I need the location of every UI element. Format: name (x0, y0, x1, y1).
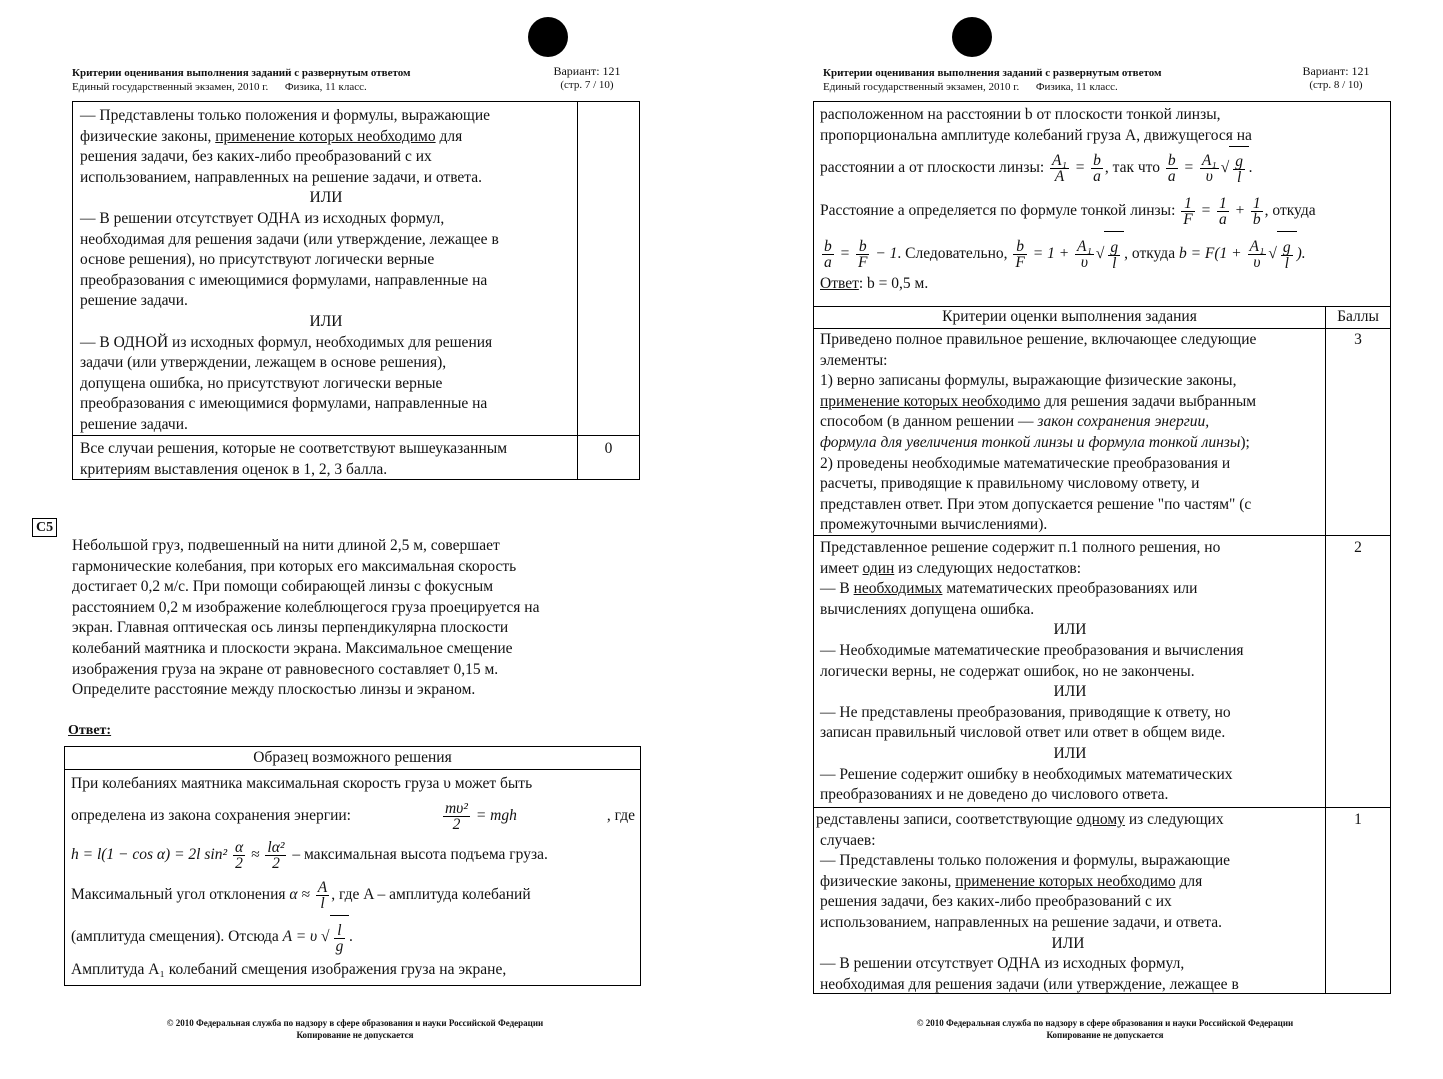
solution-title-divider (65, 769, 640, 770)
criteria-cell-one-point (80, 106, 572, 436)
text-span: способом (в данном решении — (820, 413, 1038, 431)
text-line: — Необходимые математические преобразования и вычисления (820, 641, 1244, 659)
solution-criteria-table (813, 101, 1391, 994)
text-line: достигает 0,2 м/с. При помощи собирающей линзы с фокусным (72, 578, 494, 596)
text-line: Приведено полное правильное решение, включающее следующие (820, 331, 1257, 348)
footer-copyright: © 2010 Федеральная служба по надзору в сфере образования и науки Российской Федерации (916, 1018, 1294, 1028)
or-separator: ИЛИ (1053, 744, 1087, 762)
text-line: необходимая для решения задачи (или утверждение, лежащее в (80, 230, 499, 248)
text-span: . Следовательно, (897, 245, 1008, 263)
or-separator: ИЛИ (1053, 621, 1087, 639)
text-line: основе решения), но присутствуют логически верные (80, 251, 435, 269)
text-span: , откуда (1264, 202, 1316, 220)
solution-box (64, 746, 641, 986)
text-line: пропорциональна амплитуде колебаний груза A, движущегося на (820, 126, 1252, 144)
text-line: записан правильный числовой ответ или ответ в общем виде. (820, 724, 1226, 742)
criteria-cell-zero-points (80, 439, 572, 480)
or-separator: ИЛИ (1051, 934, 1085, 952)
page-footer (70, 1017, 640, 1041)
footer-copyright: © 2010 Федеральная служба по надзору в сфере образования и науки Российской Федерации (166, 1018, 544, 1028)
header-subject: Физика, 11 класс. (284, 81, 367, 93)
text-span: физические законы, (80, 127, 216, 145)
text-line: расчеты, приводящие к правильному числовому ответу, и (820, 475, 1200, 493)
footer-notice: Копирование не допускается (296, 1030, 414, 1040)
punch-hole-icon (528, 17, 568, 57)
underlined-text: одному (1076, 811, 1125, 828)
text-line: — Решение содержит ошибку в необходимых математических (820, 765, 1233, 783)
task-statement (72, 536, 632, 701)
right-page (720, 0, 1443, 1079)
height-formula: h = l(1 − cos α) = 2l sin² $\frac{\alpha}{2}$ ≈ $\frac{\text{lα²}}{2}$ (71, 838, 285, 872)
text-line: критериям выставления оценок в 1, 2, 3 балла. (80, 460, 388, 478)
criteria-row-1-point (816, 810, 1320, 995)
punch-hole-icon (952, 17, 992, 57)
derived-formula-2: $\frac{b}{F}$ = 1 + $\frac{\text{A₁}}{\upsilon}$ √ $\frac{g}{l}$ (1011, 245, 1124, 262)
text-line: — В ОДНОЙ из исходных формул, необходимых для решения (80, 333, 493, 351)
criteria-table-continued (72, 101, 640, 480)
underlined-text: применение которых необходимо (955, 872, 1176, 890)
text-span: Максимальный угол отклонения (71, 886, 286, 903)
text-line: преобразования с имеющимися формулами, направленные на (80, 395, 488, 413)
header-page-number: (стр. 8 / 10) (1309, 79, 1363, 91)
text-line: — В решении отсутствует ОДНА из исходных формул, (80, 209, 445, 227)
underlined-text: применение которых необходимо (215, 127, 436, 145)
text-line: расстоянием 0,2 м изображение колеблющегося груза проецируется на (72, 598, 540, 616)
text-line: экран. Главная оптическая ось линзы перпендикулярна плоскости (72, 619, 509, 637)
text-span: для (1175, 872, 1203, 890)
text-span: – максимальная высота подъема груза. (288, 846, 548, 863)
result-formula: b = F(1 + $\frac{\text{A₁}}{\upsilon}$ √ $\frac{g}{l}$ ). (1179, 245, 1306, 262)
text-span: (амплитуда смещения). Отсюда (71, 928, 279, 946)
header-title: Критерии оценивания выполнения заданий с развернутым ответом (823, 67, 1162, 79)
text-line: использованием, направленных на решение задачи, и ответа. (820, 913, 1223, 931)
header-subtitle: Единый государственный экзамен, 2010 г. (823, 81, 1020, 93)
text-line: расположенном на расстоянии b от плоскости тонкой линзы, (820, 106, 1221, 123)
text-span: редставлены записи, соответствующие (816, 811, 1077, 828)
text-line: 1) верно записаны формулы, выражающие физические законы, (820, 372, 1237, 390)
underlined-text: один (862, 559, 895, 577)
criteria-row-2-points (820, 538, 1320, 806)
text-span: ); (1240, 433, 1250, 451)
underlined-text: необходимых (853, 580, 943, 598)
text-span: , откуда (1124, 245, 1176, 263)
text-span: для решения задачи выбранным (1040, 392, 1257, 410)
text-line: Небольшой груз, подвешенный на нити длиной 2,5 м, совершает (72, 537, 500, 554)
text-line: — Не представлены преобразования, приводящие к ответу, но (820, 703, 1231, 721)
text-span: физические законы, (820, 872, 956, 890)
text-line: решение задачи. (80, 292, 188, 310)
header-subject: Физика, 11 класс. (1035, 81, 1118, 93)
header-subtitle: Единый государственный экзамен, 2010 г. (72, 81, 269, 93)
table-column-divider (577, 102, 578, 479)
text-line: решения задачи, без каких-либо преобразований с их (820, 893, 1172, 911)
text-line: — Представлены только положения и формулы, выражающие (820, 852, 1231, 870)
text-line: решения задачи, без каких-либо преобразований с их (80, 148, 432, 166)
text-span: — В (820, 580, 854, 598)
header-variant: Вариант: 121 (553, 64, 621, 78)
text-line: колебаний маятника и плоскости экрана. Максимальное смещение (72, 639, 513, 657)
solution-continued (820, 105, 1384, 295)
header-title: Критерии оценивания выполнения заданий с развернутым ответом (72, 67, 411, 79)
text-span: Расстояние a определяется по формуле тонкой линзы: (820, 202, 1176, 220)
italic-text: формула для увеличения тонкой линзы и формула тонкой линзы (820, 433, 1241, 451)
text-line: Определите расстояние между плоскостью линзы и экраном. (72, 681, 476, 699)
text-span: из следующих недостатков: (894, 559, 1082, 577)
text-line: Амплитуда A₁ колебаний смещения изображения груза на экране, (71, 961, 507, 978)
text-line: случаев: (820, 831, 876, 849)
magnification-formula: $\frac{\text{A₁}}{A}$ = $\frac{b}{a}$ (1052, 152, 1101, 186)
derived-formula: $\frac{b}{a}$ = $\frac{b}{F}$ − 1 (824, 238, 898, 272)
score-two: 2 (1354, 539, 1362, 556)
text-line: Представленное решение содержит п.1 полного решения, но (820, 539, 1221, 556)
page-header (72, 66, 642, 94)
text-line: решение задачи. (80, 415, 188, 433)
criteria-row-3-points (820, 330, 1320, 536)
thin-lens-formula: $\frac{1}{F}$ = $\frac{1}{a}$ + $\frac{1}{b}$ (1183, 195, 1261, 229)
text-span: расстоянии a от плоскости линзы: (820, 159, 1045, 177)
left-page (0, 0, 720, 1079)
answer-label: Ответ: (68, 723, 112, 738)
header-variant: Вариант: 121 (1302, 64, 1370, 78)
page-header (823, 66, 1393, 94)
page-footer (820, 1017, 1390, 1041)
text-line: необходимая для решения задачи (или утверждение, лежащее в (820, 975, 1239, 993)
header-page-number: (стр. 7 / 10) (560, 79, 614, 91)
amplitude-formula: A = υ √ $\frac{l}{g}$ . (283, 928, 354, 945)
table-column-divider (1325, 306, 1326, 993)
text-line: преобразования с имеющимися формулами, направленные на (80, 271, 488, 289)
text-line: логически верны, не содержат ошибок, но не закончены. (820, 662, 1195, 680)
answer-label: Ответ (820, 275, 859, 293)
text-line: задачи (или утверждении, лежащем в основе решения), (80, 354, 447, 372)
task-label-c5: C5 (32, 518, 57, 537)
text-line: элементы: (820, 351, 888, 369)
table-header-points: Баллы (1337, 308, 1379, 325)
solution-text (71, 771, 635, 981)
table-header-bottom (814, 328, 1390, 329)
or-separator: ИЛИ (309, 312, 343, 330)
answer-value: : b = 0,5 м. (858, 275, 929, 293)
table-row-divider (814, 807, 1390, 808)
text-span: , где A – амплитуда колебаний (331, 886, 531, 903)
energy-formula: $\frac{\text{mυ²}}{2}$ = mgh (444, 799, 517, 833)
score-one: 1 (1354, 811, 1362, 828)
text-line: гармонические колебания, при которых его максимальная скорость (72, 557, 517, 575)
score-zero: 0 (604, 440, 613, 457)
text-line: вычислениях допущена ошибка. (820, 600, 1035, 618)
text-line: представлен ответ. При этом допускается решение "по частям" (с (820, 495, 1252, 513)
text-line: При колебаниях маятника максимальная скорость груза υ может быть (71, 775, 533, 792)
text-span: , так что (1104, 159, 1160, 177)
underlined-text: применение которых необходимо (820, 392, 1041, 410)
text-line: промежуточными вычислениями). (820, 516, 1048, 534)
text-line: изображения груза на экране от равновесного составляет 0,15 м. (72, 660, 499, 678)
footer-notice: Копирование не допускается (1046, 1030, 1164, 1040)
text-span: из следующих (1124, 811, 1224, 828)
score-three: 3 (1354, 331, 1362, 348)
text-line: Все случаи решения, которые не соответствуют вышеуказанным (80, 440, 507, 457)
text-line: преобразованиях и не доведено до числового ответа. (820, 786, 1169, 804)
text-line: использованием, направленных на решение задачи, и ответа. (80, 168, 483, 186)
table-header-criteria: Критерии оценки выполнения задания (942, 308, 1197, 325)
text-span: математических преобразованиях или (942, 580, 1198, 598)
or-separator: ИЛИ (309, 189, 343, 207)
or-separator: ИЛИ (1053, 683, 1087, 701)
ratio-formula: $\frac{b}{a}$ = $\frac{\text{A₁}}{\upsilon}$ √ $\frac{g}{l}$ . (1164, 159, 1253, 176)
text-line: 2) проведены необходимые математические преобразования и (820, 454, 1231, 472)
text-span: определена из закона сохранения энергии: (71, 807, 351, 824)
text-span: для (435, 127, 463, 145)
text-line: — Представлены только положения и формулы, выражающие (80, 107, 491, 124)
text-span: имеет (820, 559, 863, 577)
text-span: , где (606, 807, 635, 824)
text-line: — В решении отсутствует ОДНА из исходных формул, (820, 955, 1185, 973)
angle-formula: α ≈ $\frac{A}{l}$ (289, 878, 328, 912)
italic-text: закон сохранения энергии, (1037, 413, 1210, 431)
solution-title: Образец возможного решения (253, 749, 452, 766)
text-line: допущена ошибка, но присутствуют логически верные (80, 374, 443, 392)
